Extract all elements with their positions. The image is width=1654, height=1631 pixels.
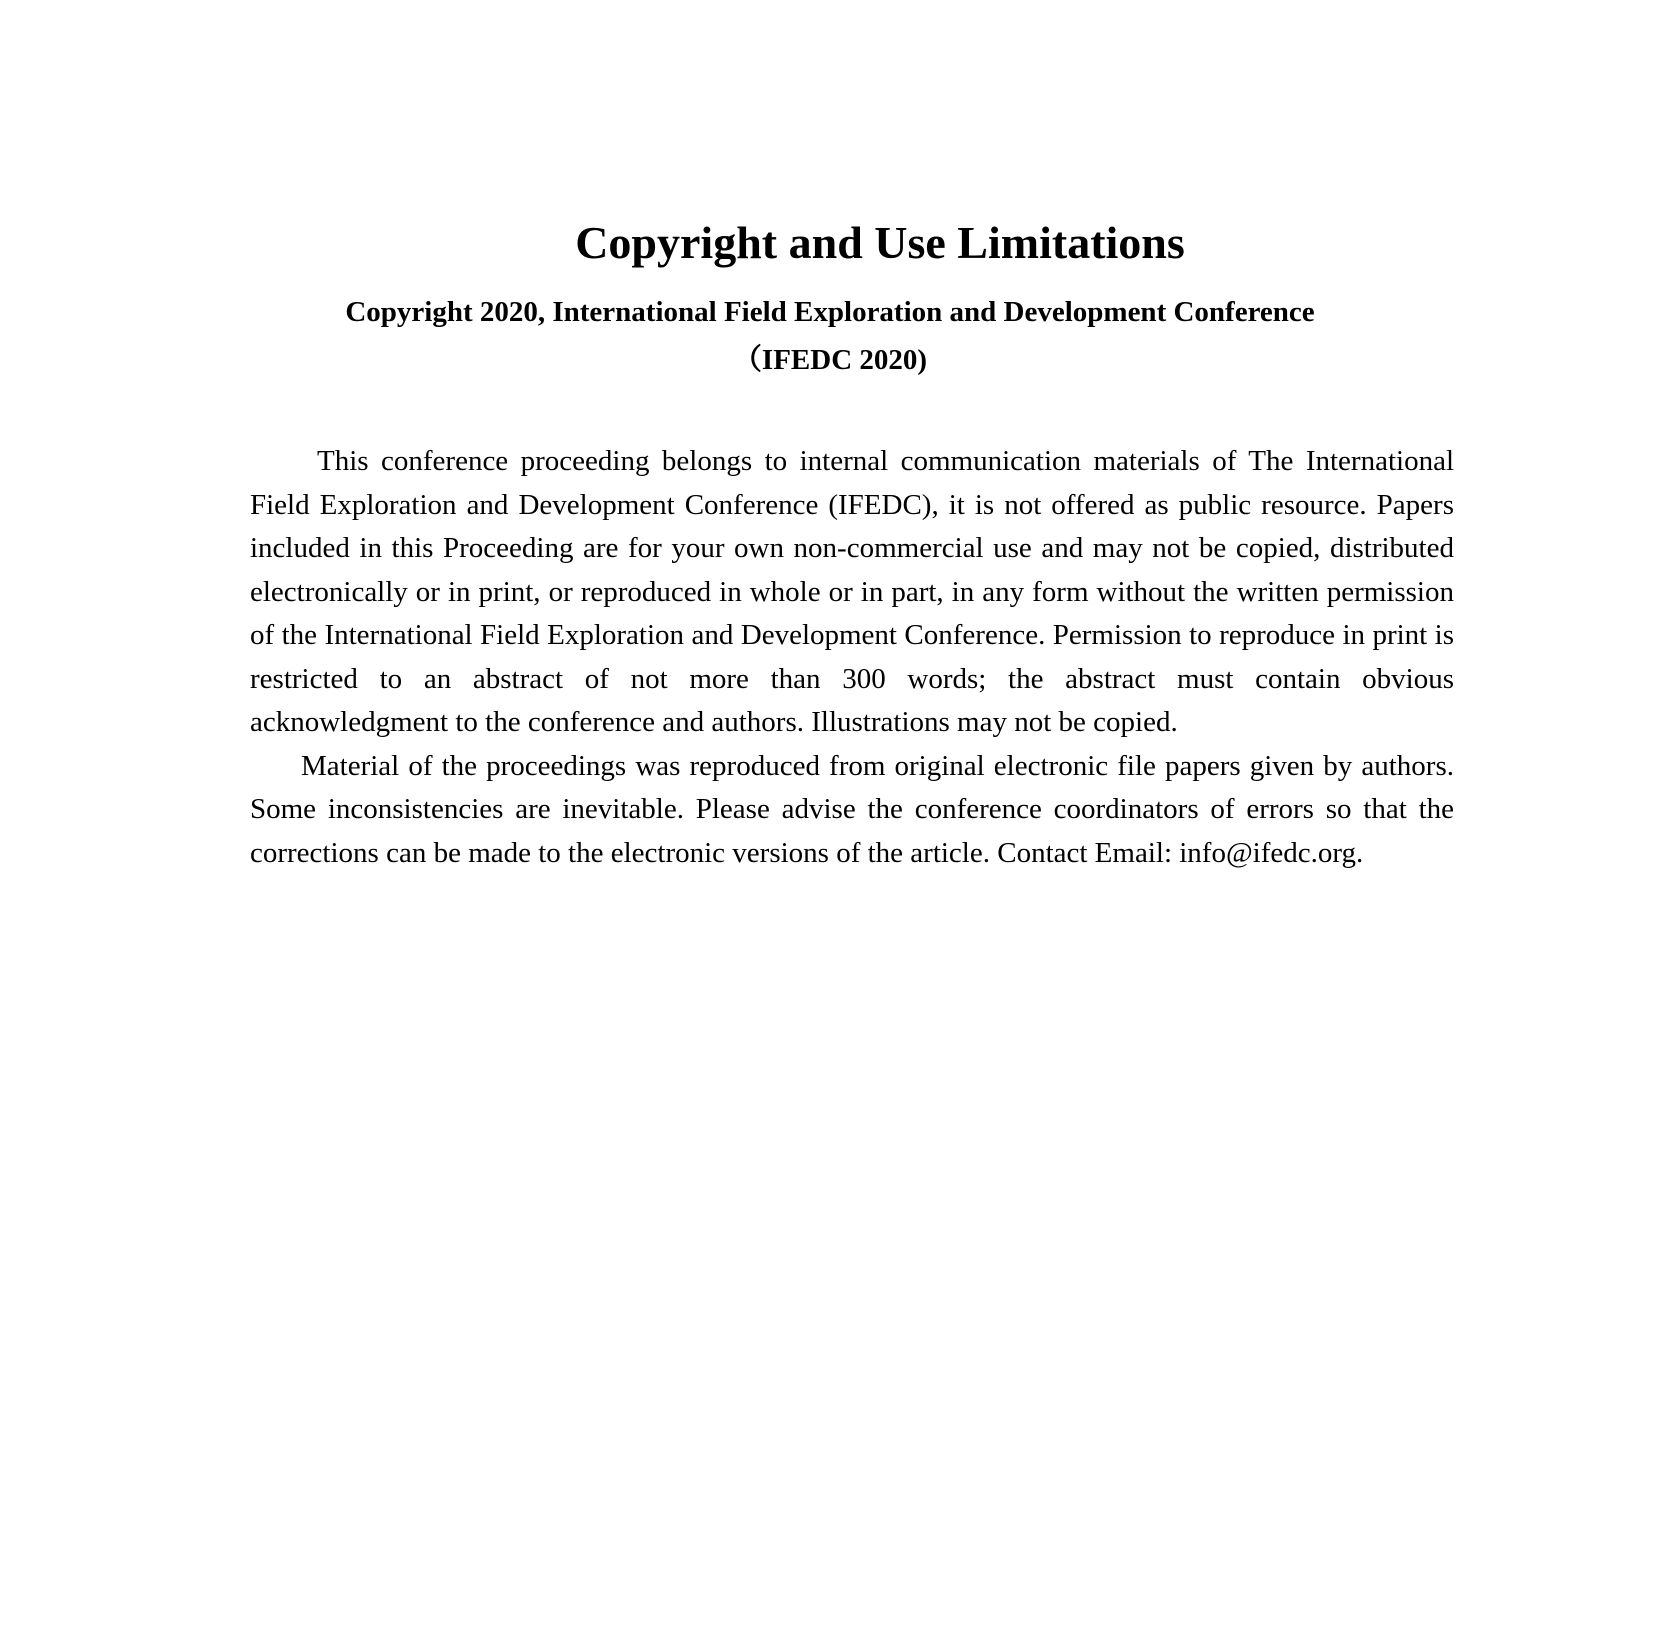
page-title: Copyright and Use Limitations [575,217,1185,268]
copyright-subtitle [250,293,1410,379]
errata-contact-paragraph: Material of the proceedings was reproduced from original electronic file papers given by authors. Some inconsistencies are inevitable. Please advise the conference coordinators of errors so that the corrections can be made to the electronic versions of the article. Contact Email: info@ifedc.org. [250,749,1454,869]
conference-abbreviation-line: （IFEDC 2020) [732,344,928,376]
document-body [250,440,1454,875]
usage-restrictions-paragraph: This conference proceeding belongs to internal communication materials of The International Field Exploration and Development Conference (IFEDC), it is not offered as public resource. Papers included in this Proceeding are for your own non-commercial use and may not be copied, distributed electronically or in print, or reproduced in whole or in part, in any form without the written permission of the International Field Exploration and Development Conference. Permission to reproduce in print is restricted to an abstract of not more than 300 words; the abstract must contain obvious acknowledgment to the conference and authors. Illustrations may not be copied. [250,445,1454,738]
copyright-notice-line: Copyright 2020, International Field Exploration and Development Conference [345,296,1315,328]
